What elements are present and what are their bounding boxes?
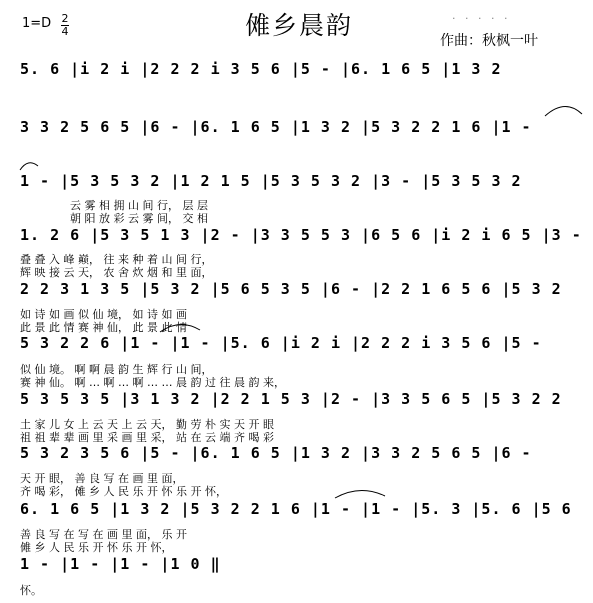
score-row-6: 5 3 2 2 6 |1 - |1 - |5. 6 |i 2 i |2 2 2 i 3 5 6 |5 - [20, 334, 542, 352]
key-signature: 1=D [22, 16, 52, 31]
lyric-row-5b: 此 景 此 情 赛 神 仙， 此 景 此 情 [20, 321, 187, 334]
lyric-row-10a: 怀。 [20, 584, 42, 597]
composer-faint: · · · · · [452, 12, 511, 25]
page-title: 傩乡晨韵 [245, 11, 354, 40]
lyric-row-5a: 如 诗 如 画 似 仙 境， 如 诗 如 画 [20, 308, 187, 321]
score-row-5: 2 2 3 1 3 5 |5 3 2 |5 6 5 3 5 |6 - |2 2 1 6 5 6 |5 3 2 [20, 280, 562, 298]
score-row-8: 5 3 2 3 5 6 |5 - |6. 1 6 5 |1 3 2 |3 3 2 5 6 5 |6 - [20, 444, 532, 462]
score-row-9: 6. 1 6 5 |1 3 2 |5 3 2 2 1 6 |1 - |1 - |5. 3 |5. 6 |5 6 [20, 500, 572, 518]
lyric-row-3a: 云 雾 相 拥 山 间 行， 层 层 [70, 199, 208, 212]
lyric-row-4a: 叠 叠 入 峰 巅， 往 来 种 着 山 间 行， [20, 253, 213, 266]
score-row-3: 1 - |5 3 5 3 2 |1 2 1 5 |5 3 5 3 2 |3 - |5 3 5 3 2 [20, 172, 522, 190]
meter-top: 2 [61, 12, 69, 25]
lyric-row-7a: 土 家 儿 女 上 云 天 上 云 天， 勤 劳 朴 实 天 开 眼 [20, 418, 274, 431]
score-row-1: 5. 6 |i 2 i |2 2 2 i 3 5 6 |5 - |6. 1 6 5 |1 3 2 [20, 60, 502, 78]
lyric-row-4b: 辉 映 接 云 天， 农 舍 炊 烟 和 里 面， [20, 266, 213, 279]
lyric-row-8b: 齐 喝 彩， 傩 乡 人 民 乐 开 怀 乐 开 怀， [20, 485, 227, 498]
lyric-row-9a: 善 良 写 在 写 在 画 里 面， 乐 开 [20, 528, 187, 541]
score-row-2: 3 3 2 5 6 5 |6 - |6. 1 6 5 |1 3 2 |5 3 2 2 1 6 |1 - [20, 118, 532, 136]
lyric-row-7b: 祖 祖 辈 辈 画 里 采 画 里 采， 站 在 云 端 齐 喝 彩 [20, 431, 274, 444]
lyric-row-6a: 似 仙 境。 啊 啊 晨 韵 生 辉 行 山 间， [20, 363, 213, 376]
composer-credit: 作曲：秋枫一叶 [440, 33, 538, 49]
lyric-row-9b: 傩 乡 人 民 乐 开 怀 乐 开 怀， [20, 541, 173, 554]
score-row-4: 1. 2 6 |5 3 5 1 3 |2 - |3 3 5 5 3 |6 5 6 |i 2 i 6 5 |3 - [20, 226, 582, 244]
lyric-row-3b: 朝 阳 放 彩 云 雾 间， 交 相 [70, 212, 208, 225]
score-row-7: 5 3 5 3 5 |3 1 3 2 |2 2 1 5 3 |2 - |3 3 5 6 5 |5 3 2 2 [20, 390, 562, 408]
score-row-10: 1 - |1 - |1 - |1 0 ‖ [20, 555, 221, 573]
lyric-row-8a: 天 开 眼， 善 良 写 在 画 里 面， [20, 472, 184, 485]
lyric-row-6b: 赛 神 仙。 啊 … 啊 … 啊 … … 晨 韵 过 往 晨 韵 来， [20, 376, 285, 389]
meter-bottom: 4 [61, 25, 69, 38]
